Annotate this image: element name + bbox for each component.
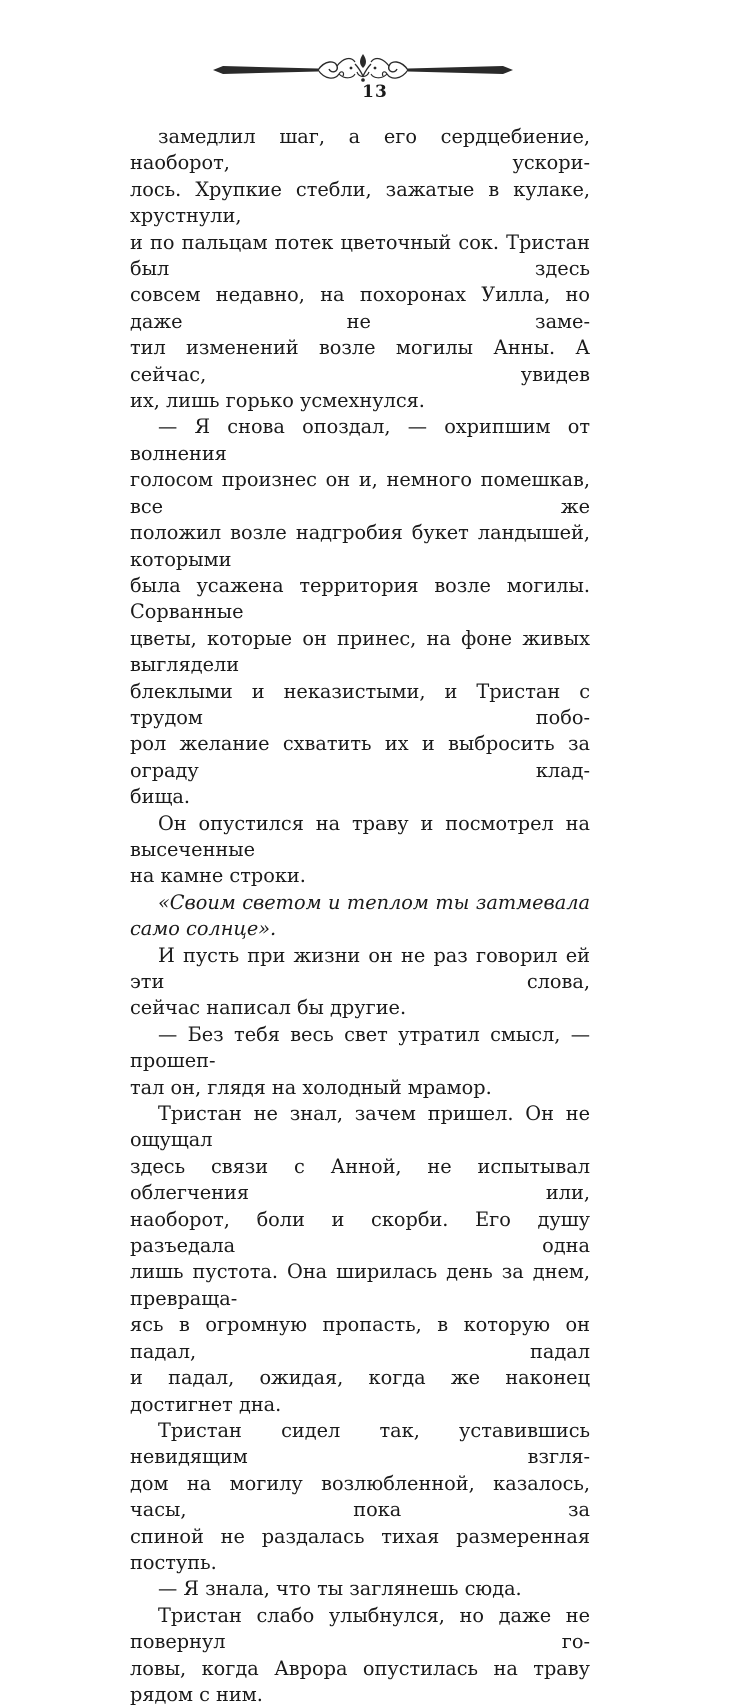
text-line: лось. Хрупкие стебли, зажатые в кулаке, хрустнули,	[130, 177, 590, 228]
text-line: ясь в огромную пропасть, в которую он падал, падал	[130, 1313, 590, 1363]
text-line: замедлил шаг, а его сердцебиение, наоборот, ускори-	[130, 125, 590, 175]
text-line: — Я знала, что ты заглянешь сюда.	[158, 1577, 522, 1601]
text-line: дом на могилу возлюбленной, казалось, часы, пока за	[130, 1471, 590, 1522]
paragraph	[130, 124, 590, 414]
paragraph	[130, 943, 590, 1022]
paragraph	[130, 1101, 590, 1418]
text-line: И пусть при жизни он не раз говорил ей эти слова,	[130, 943, 590, 993]
text-line: наоборот, боли и скорби. Его душу разъедала одна	[130, 1207, 590, 1258]
page-number: 13	[362, 82, 388, 102]
text-line: спиной не раздалась тихая размеренная поступь.	[130, 1524, 590, 1574]
paragraph	[130, 811, 590, 890]
text-line: Тристан не знал, зачем пришел. Он не ощущал	[130, 1102, 590, 1152]
text-line: была усажена территория возле могилы. Сорванные	[130, 573, 590, 624]
body-text	[130, 124, 590, 1708]
text-line: тил изменений возле могилы Анны. А сейчас, увидев	[130, 336, 590, 386]
text-line: совсем недавно, на похоронах Уилла, но даже не заме-	[130, 283, 590, 333]
text-line: рол желание схватить их и выбросить за ограду клад-	[130, 732, 590, 782]
text-line: — Я снова опоздал, — охрипшим от волнения	[130, 415, 590, 465]
text-line: лишь пустота. Она ширилась день за днем, превраща-	[130, 1260, 590, 1310]
text-line: голосом произнес он и, немного помешкав, все же	[130, 468, 590, 518]
paragraph	[130, 414, 590, 810]
paragraph	[130, 1418, 590, 1576]
text-line: — Без тебя весь свет утратил смысл, — прошеп-	[130, 1022, 590, 1073]
text-line: Он опустился на траву и посмотрел на высеченные	[130, 811, 590, 861]
text-line: здесь связи с Анной, не испытывал облегчения или,	[130, 1154, 590, 1205]
text-line: ловы, когда Аврора опустилась на траву рядом с ним.	[130, 1656, 590, 1706]
text-line: их, лишь горько усмехнулся.	[130, 389, 425, 413]
paragraph	[130, 1022, 590, 1101]
text-line: и по пальцам потек цветочный сок. Тристан был здесь	[130, 230, 590, 281]
text-line: «Своим светом и теплом ты затмевала само солнце».	[130, 890, 590, 941]
text-line: положил возле надгробия букет ландышей, которыми	[130, 521, 590, 571]
text-line: сейчас написал бы другие.	[130, 996, 407, 1020]
text-line: тал он, глядя на холодный мрамор.	[130, 1075, 492, 1099]
text-line: Тристан сидел так, уставившись невидящим взгля-	[130, 1418, 590, 1469]
epitaph-quote	[130, 890, 590, 943]
text-line: и падал, ожидая, когда же наконец достигнет дна.	[130, 1366, 590, 1416]
text-line: бища.	[130, 785, 191, 809]
text-line: Тристан слабо улыбнулся, но даже не повернул го-	[130, 1603, 590, 1654]
paragraph	[130, 1603, 590, 1708]
text-line: на камне строки.	[130, 864, 306, 888]
paragraph	[130, 1576, 590, 1602]
text-line: цветы, которые он принес, на фоне живых выглядели	[130, 626, 590, 677]
text-line: блеклыми и неказистыми, и Тристан с трудом побо-	[130, 679, 590, 729]
